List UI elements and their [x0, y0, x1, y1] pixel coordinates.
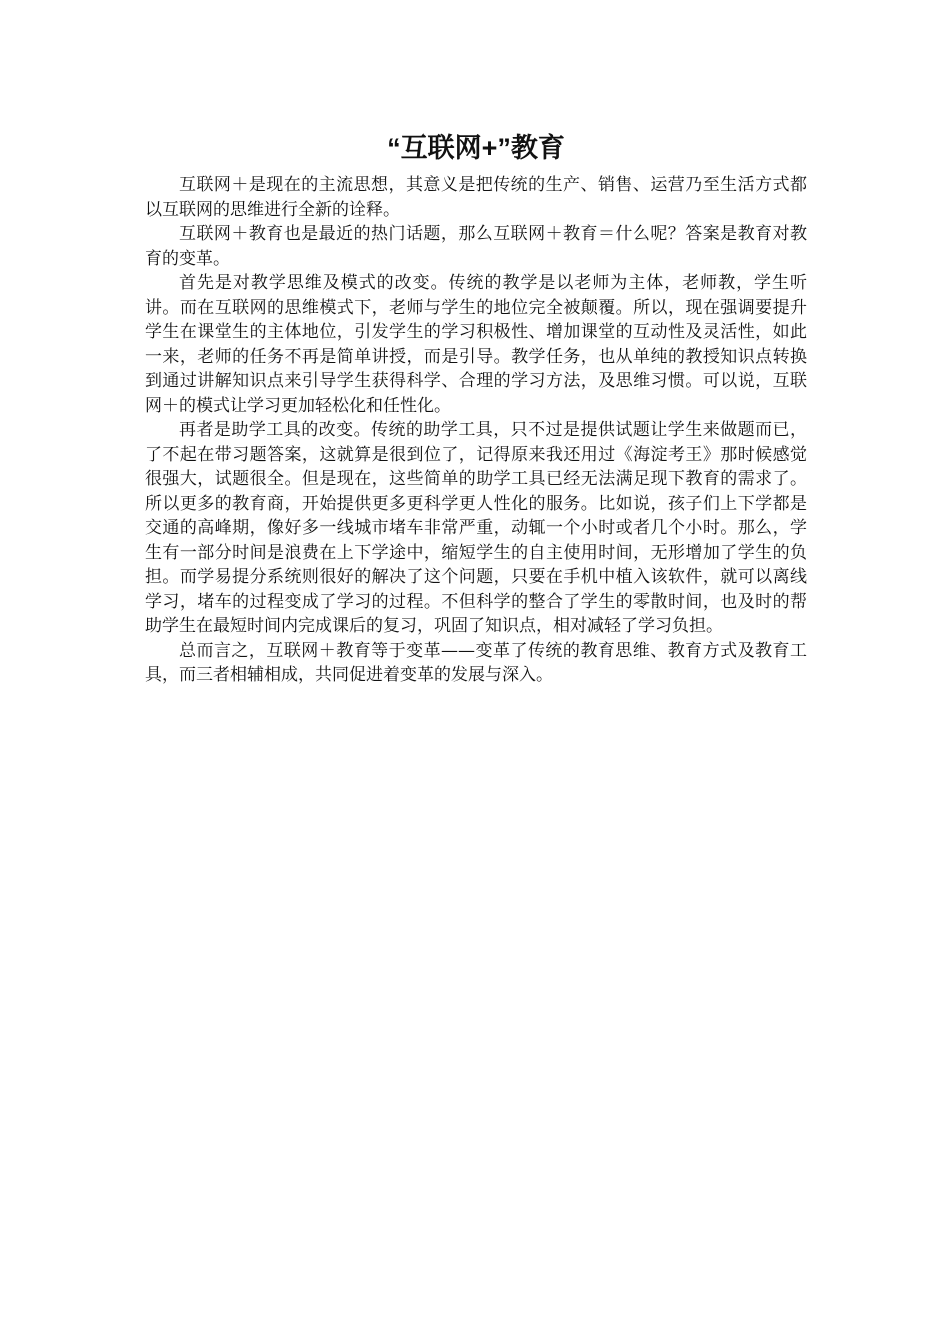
paragraph-conclusion: 总而言之，互联网＋教育等于变革——变革了传统的教育思维、教育方式及教育工具，而三者相辅相成，共同促进着变革的发展与深入。	[145, 640, 807, 685]
document-title: “互联网+”教育	[387, 133, 565, 163]
paragraph-learning-tools: 再者是助学工具的改变。传统的助学工具，只不过是提供试题让学生来做题而已，了不起在带习题答案，这就算是很到位了，记得原来我还用过《海淀考王》那时候感觉很强大，试题很全。但是现在，这些简单的助学工具已经无法满足现下教育的需求了。所以更多的教育商，开始提供更多更科学更人性化的服务。比如说，孩子们上下学都是交通的高峰期，像好多一线城市堵车非常严重，动辄一个小时或者几个小时。那么，学生有一部分时间是浪费在上下学途中，缩短学生的自主使用时间，无形增加了学生的负担。而学易提分系统则很好的解决了这个问题，只要在手机中植入该软件，就可以离线学习，堵车的过程变成了学习的过程。不但科学的整合了学生的零散时间，也及时的帮助学生在最短时间内完成课后的复习，巩固了知识点，相对减轻了学习负担。	[145, 420, 807, 636]
paragraph-teaching-mode: 首先是对教学思维及模式的改变。传统的教学是以老师为主体，老师教，学生听讲。而在互联网的思维模式下，老师与学生的地位完全被颠覆。所以，现在强调要提升学生在课堂生的主体地位，引发学生的学习积极性、增加课堂的互动性及灵活性，如此一来，老师的任务不再是简单讲授，而是引导。教学任务，也从单纯的教授知识点转换到通过讲解知识点来引导学生获得科学、合理的学习方法，及思维习惯。可以说，互联网＋的模式让学习更加轻松化和任性化。	[145, 273, 807, 416]
paragraph-question: 互联网＋教育也是最近的热门话题，那么互联网＋教育＝什么呢？答案是教育对教育的变革。	[145, 224, 807, 269]
paragraph-intro: 互联网＋是现在的主流思想，其意义是把传统的生产、销售、运营乃至生活方式都以互联网的思维进行全新的诠释。	[145, 175, 807, 220]
document-body	[145, 128, 807, 688]
